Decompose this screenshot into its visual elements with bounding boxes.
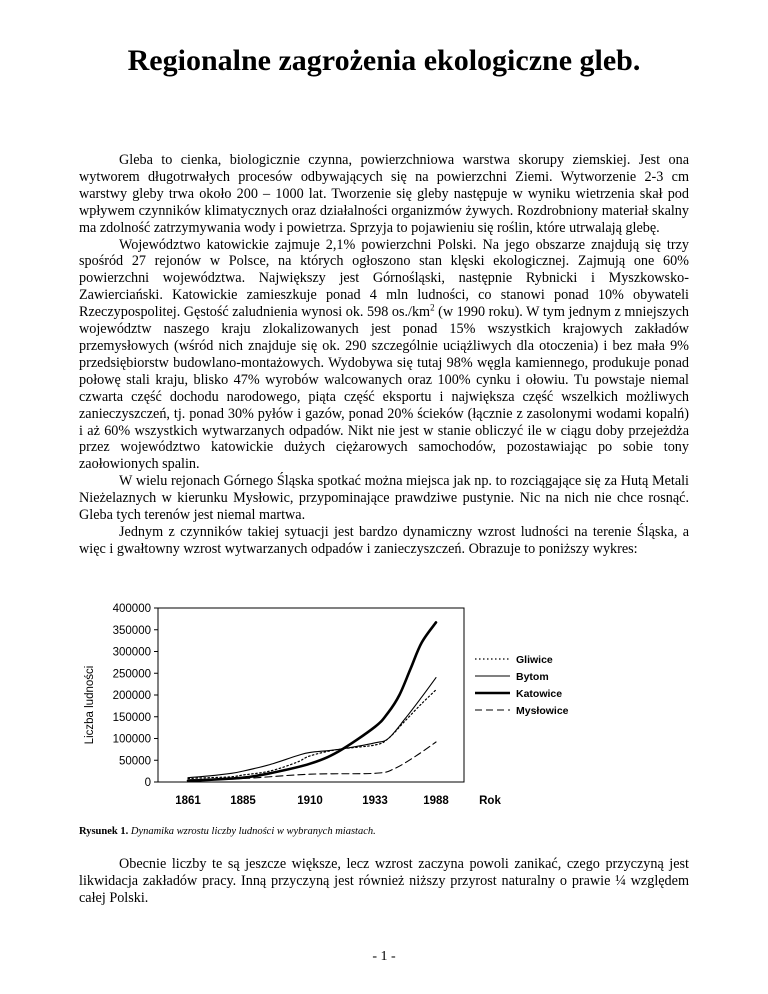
y-tick-label: 400000 [112, 603, 151, 615]
page-title: Regionalne zagrożenia ekologiczne gleb. [127, 44, 641, 77]
paragraph: Jednym z czynników takiej sytuacji jest bardzo dynamiczny wzrost ludności na terenie Śląska, a więc i gwałtowny wzrost wytwarzanych odpadów i zanieczyszczeń. Obrazuje to poniższy wykres: [79, 523, 689, 557]
legend-label: Katowice [516, 688, 563, 700]
page-number: - 1 - [372, 949, 396, 964]
y-tick-label: 100000 [112, 733, 151, 746]
paragraph: Obecnie liczby te są jeszcze większe, lecz wzrost zaczyna powoli zanikać, czego przyczyną jest likwidacja zakładów pracy. Inną przyczyną jest również niższy przyrost naturalny o prawie ¼ względem całej Polski. [79, 856, 689, 906]
y-tick-label: 300000 [112, 646, 151, 659]
x-tick-label: 1885 [230, 795, 256, 807]
y-tick-label: 0 [144, 777, 151, 789]
y-tick-label: 250000 [112, 668, 151, 681]
x-tick-label: 1910 [297, 795, 323, 807]
y-tick-label: 50000 [119, 755, 151, 768]
series-line-gliwice [188, 690, 436, 779]
caption-label: Rysunek 1. [79, 826, 129, 837]
y-axis-label: Liczba ludności [84, 665, 96, 745]
legend-label: Bytom [516, 671, 549, 683]
series-line-katowice [188, 622, 436, 780]
paragraph [79, 237, 689, 474]
x-tick-label: 1933 [362, 795, 388, 807]
paragraph-text: Województwo katowickie zajmuje 2,1% powierzchni Polski. Na jego obszarze znajdują się trzy spośród 27 rejonów w Polsce, na których ogłoszono stan klęski ekologicznej. Zajmują one 60% powierzchni województwa. Największy jest Górnośląski, następnie Rybnicki i Myszkowsko-Zawierciański. Katowickie zamieszkuje ponad 4 mln ludności, co stanowi ponad 10% obywateli Rzeczypospolitej. Gęstość zaludnienia wynosi ok. 598 os./km [79, 236, 689, 321]
y-tick-label: 350000 [112, 624, 151, 637]
y-tick-label: 200000 [112, 690, 151, 702]
plot-frame [158, 608, 464, 782]
y-tick-label: 150000 [112, 711, 151, 724]
x-axis-label: Rok [479, 795, 501, 807]
figure-caption [79, 826, 376, 837]
legend-label: Gliwice [516, 654, 553, 666]
body-text [79, 152, 689, 558]
superscript: 2 [430, 302, 435, 313]
population-chart [78, 595, 598, 820]
closing-text [79, 856, 689, 907]
paragraph: W wielu rejonach Górnego Śląska spotkać można miejsca jak np. to rozciągające się za Hutą Metali Nieżelaznych w kierunku Mysłowic, przypominające prawdziwe pustynie. Nic na nich nie chce rosnąć. Gleba tych terenów jest niemal martwa. [79, 473, 689, 524]
legend-label: Mysłowice [516, 705, 569, 717]
paragraph-text: (w 1990 roku). W tym jednym z mniejszych województw naszego kraju zlokalizowanych jest ponad 15% wszystkich krajowych zakładów przemysłowych (wśród nich znajduje się ok. 290 szczególnie uciążliwych dla otoczenia) i bez mała 9% przedsiębiorstw budowlano-montażowych. Wydobywa się tutaj 98% węgla kamiennego, produkuje ponad połowę stali kraju, blisko 47% wyrobów walcowanych oraz 100% cynku i ołowiu. Tu powstaje niemal czwarta część dochodu narodowego, piąta część eksportu i największa część wszelkich możliwych zanieczyszczeń, tj. ponad 30% pyłów i gazów, ponad 20% ścieków (łącznie z zasolonymi wodami kopalń) i aż 60% wszystkich wytwarzanych odpadów. Nikt nie jest w stanie obliczyć ile w ciągu doby przejeżdża przez województwo katowickie dużych ciężarowych samochodów, pozostawiając po sobie tony zaołowionych spalin. [79, 304, 690, 473]
x-tick-label: 1861 [175, 795, 201, 807]
paragraph: Gleba to cienka, biologicznie czynna, powierzchniowa warstwa skorupy ziemskiej. Jest ona wytworem długotrwałych procesów odbywających się na powierzchni Ziemi. Wytworzenie 2-3 cm warstwy gleby trwa około 200 – 1000 lat. Tworzenie się gleby następuje w wyniku wietrzenia skał pod wpływem czynników klimatycznych oraz działalności organizmów żywych. Rozdrobniony materiał skalny ma zdolność zatrzymywania wody i powietrza. Sprzyja to pojawieniu się roślin, które utrwalają glebę. [79, 152, 689, 236]
caption-text: Dynamika wzrostu liczby ludności w wybranych miastach. [128, 826, 376, 837]
x-tick-label: 1988 [423, 795, 449, 807]
